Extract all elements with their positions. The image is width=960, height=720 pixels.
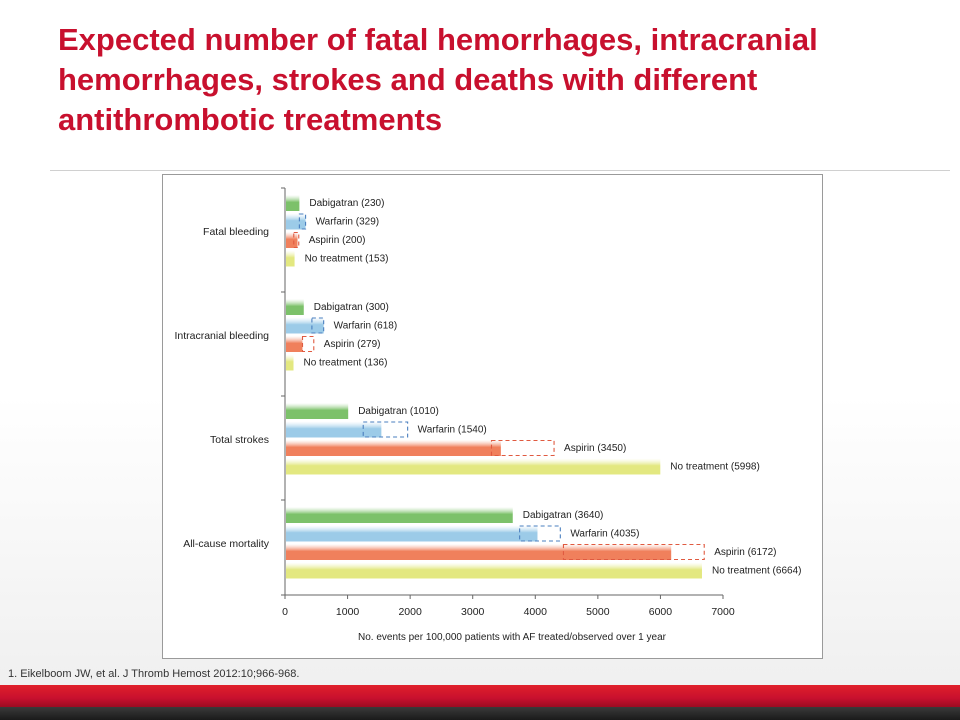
x-tick-label: 1000	[335, 606, 360, 618]
bar-label: No treatment (136)	[303, 357, 388, 369]
bar-no-treatment	[286, 251, 295, 267]
x-tick-label: 2000	[398, 606, 422, 618]
category-label: Fatal bleeding	[203, 226, 269, 238]
bar-warfarin	[286, 422, 381, 438]
bar-label: No treatment (5998)	[670, 461, 760, 473]
category-label: Intracranial bleeding	[174, 330, 269, 342]
bar-label: No treatment (153)	[304, 253, 389, 265]
x-tick-label: 0	[282, 606, 288, 618]
bar-no-treatment	[286, 459, 660, 475]
x-tick-label: 4000	[523, 606, 547, 618]
dashed-range-aspirin	[303, 337, 314, 352]
bar-label: Warfarin (329)	[315, 216, 380, 228]
bar-dabigatran	[286, 403, 348, 419]
bar-label: Aspirin (6172)	[714, 547, 777, 558]
bar-warfarin	[286, 214, 306, 230]
category-label: All-cause mortality	[183, 538, 269, 550]
bar-label: Warfarin (618)	[333, 320, 398, 332]
footnote-citation: 1. Eikelboom JW, et al. J Thromb Hemost 2012:10;966-968.	[8, 668, 300, 680]
bar-warfarin	[286, 526, 537, 542]
bar-label: Warfarin (1540)	[417, 424, 487, 436]
bar-label: Dabigatran (1010)	[358, 406, 439, 417]
bar-dabigatran	[286, 299, 304, 315]
x-tick-label: 7000	[711, 606, 735, 618]
bar-chart	[163, 175, 822, 658]
title-divider	[50, 170, 950, 171]
footer-red-band	[0, 685, 960, 707]
footer-bar	[0, 685, 960, 720]
footer-dark-band	[0, 707, 960, 720]
chart-frame	[162, 174, 823, 659]
bar-label: Warfarin (4035)	[570, 528, 640, 540]
category-label: Total strokes	[210, 434, 269, 446]
bar-aspirin	[286, 440, 501, 456]
bar-no-treatment	[286, 563, 702, 579]
bar-no-treatment	[286, 355, 294, 371]
bar-aspirin	[286, 336, 302, 352]
bar-dabigatran	[286, 507, 513, 523]
bar-label: Dabigatran (230)	[309, 198, 385, 209]
bar-dabigatran	[286, 195, 299, 211]
x-axis-label: No. events per 100,000 patients with AF treated/observed over 1 year	[358, 632, 666, 643]
x-tick-label: 3000	[461, 606, 485, 618]
bar-warfarin	[286, 318, 324, 334]
slide-title: Expected number of fatal hemorrhages, intracranial hemorrhages, strokes and deaths with different antithrombotic treatments	[58, 22, 818, 137]
bar-label: Aspirin (3450)	[564, 443, 627, 454]
bar-label: Dabigatran (3640)	[522, 510, 604, 521]
bar-label: No treatment (6664)	[711, 565, 802, 577]
bar-label: Dabigatran (300)	[313, 302, 389, 313]
bar-label: Aspirin (279)	[323, 339, 381, 350]
x-tick-label: 5000	[586, 606, 610, 618]
bar-aspirin	[286, 544, 671, 560]
x-tick-label: 6000	[648, 606, 673, 618]
bar-aspirin	[286, 232, 298, 248]
bar-label: Aspirin (200)	[308, 235, 366, 246]
